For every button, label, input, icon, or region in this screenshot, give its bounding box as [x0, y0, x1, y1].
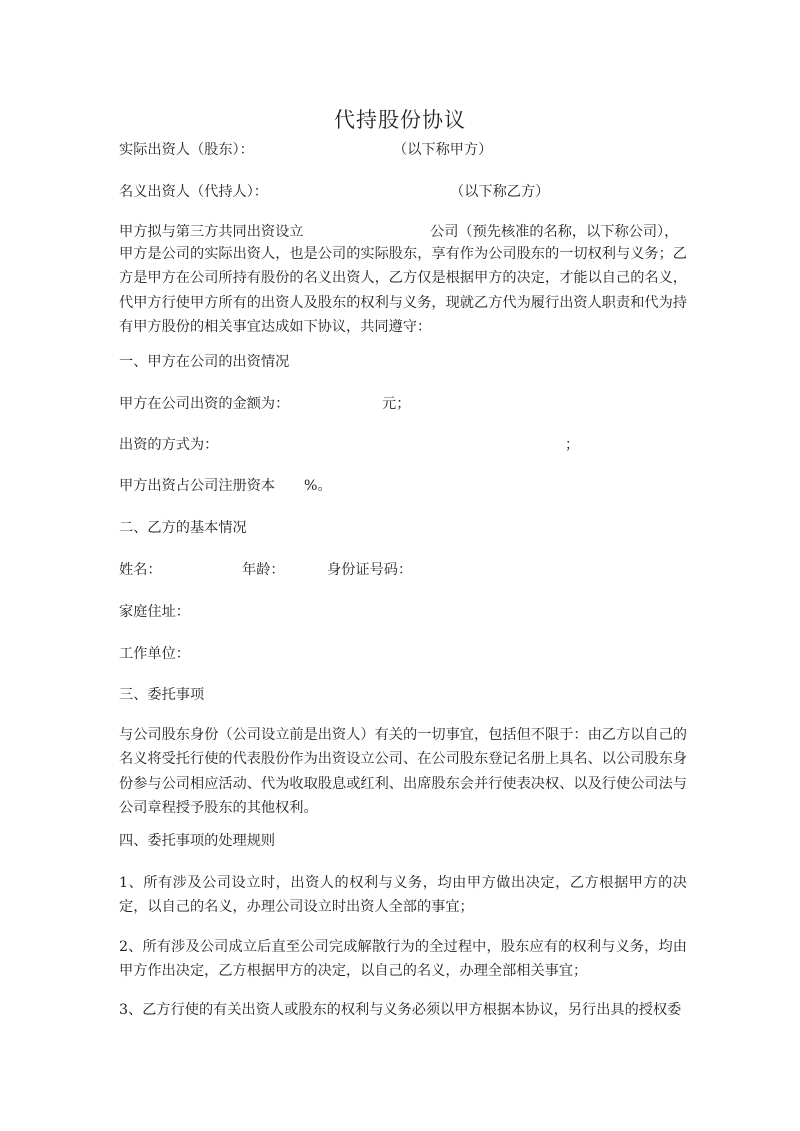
intro-paragraph: 甲方是公司的实际出资人，也是公司的实际股东，享有作为公司股东的一切权利与义务；乙方是甲方在公司所持有股份的名义出资人，乙方仅是根据甲方的决定，才能以自己的名义，代甲方行使甲方所有的出资人及股东的权利与义务，现就乙方代为履行出资人职责和代为持有甲方股份的相关事宜达成如下协议，共同遵守： [119, 246, 687, 335]
sec4-item-2: 2、所有涉及公司成立后直至公司完成解散行为的全过程中，股东应有的权利与义务，均由甲方作出决定，乙方根据甲方的决定，以自己的名义，办理全部相关事宜； [119, 939, 687, 980]
sec1-ratio-label: 甲方出资占公司注册资本 [119, 478, 276, 494]
party-a-note: （以下称甲方） [393, 142, 493, 158]
document-title: 代持股份协议 [334, 108, 466, 132]
sec2-work-label: 工作单位： [119, 646, 190, 662]
sec1-method-end: ； [565, 437, 580, 453]
sec2-age-label: 年龄： [242, 562, 285, 578]
sec4-item-3: 3、乙方行使的有关出资人或股东的权利与义务必须以甲方根据本协议，另行出具的授权委 [119, 1002, 682, 1018]
party-b-label: 名义出资人（代持人）： [119, 184, 268, 200]
party-b-note: （以下称乙方） [450, 184, 550, 200]
section4-heading: 四、委托事项的处理规则 [119, 833, 276, 849]
sec2-address-label: 家庭住址： [119, 604, 190, 620]
sec2-id-label: 身份证号码： [327, 562, 413, 578]
sec1-amount-unit: 元； [382, 396, 411, 412]
sec1-method-label: 出资的方式为： [119, 437, 219, 453]
intro-part2: 公司（预先核准的名称，以下称公司）， [430, 224, 679, 240]
sec1-amount-label: 甲方在公司出资的金额为： [119, 396, 290, 412]
sec1-ratio-unit: %。 [304, 478, 332, 494]
sec2-name-label: 姓名： [119, 562, 162, 578]
section3-body: 与公司股东身份（公司设立前是出资人）有关的一切事宜，包括但不限于：由乙方以自己的名义将受托行使的代表股份作为出资设立公司、在公司股东登记名册上具名、以公司股东身份参与公司相应活动、代为收取股息或红利、出席股东会并行使表决权、以及行使公司法与公司章程授予股东的其他权利。 [119, 727, 687, 816]
sec4-item-1: 1、所有涉及公司设立时，出资人的权利与义务，均由甲方做出决定，乙方根据甲方的决定，以自己的名义，办理公司设立时出资人全部的事宜； [119, 875, 687, 916]
party-a-label: 实际出资人（股东）： [119, 142, 254, 158]
section3-heading: 三、委托事项 [119, 687, 205, 703]
intro-part1: 甲方拟与第三方共同出资设立 [119, 224, 304, 240]
section2-heading: 二、乙方的基本情况 [119, 520, 247, 536]
section1-heading: 一、甲方在公司的出资情况 [119, 354, 290, 370]
